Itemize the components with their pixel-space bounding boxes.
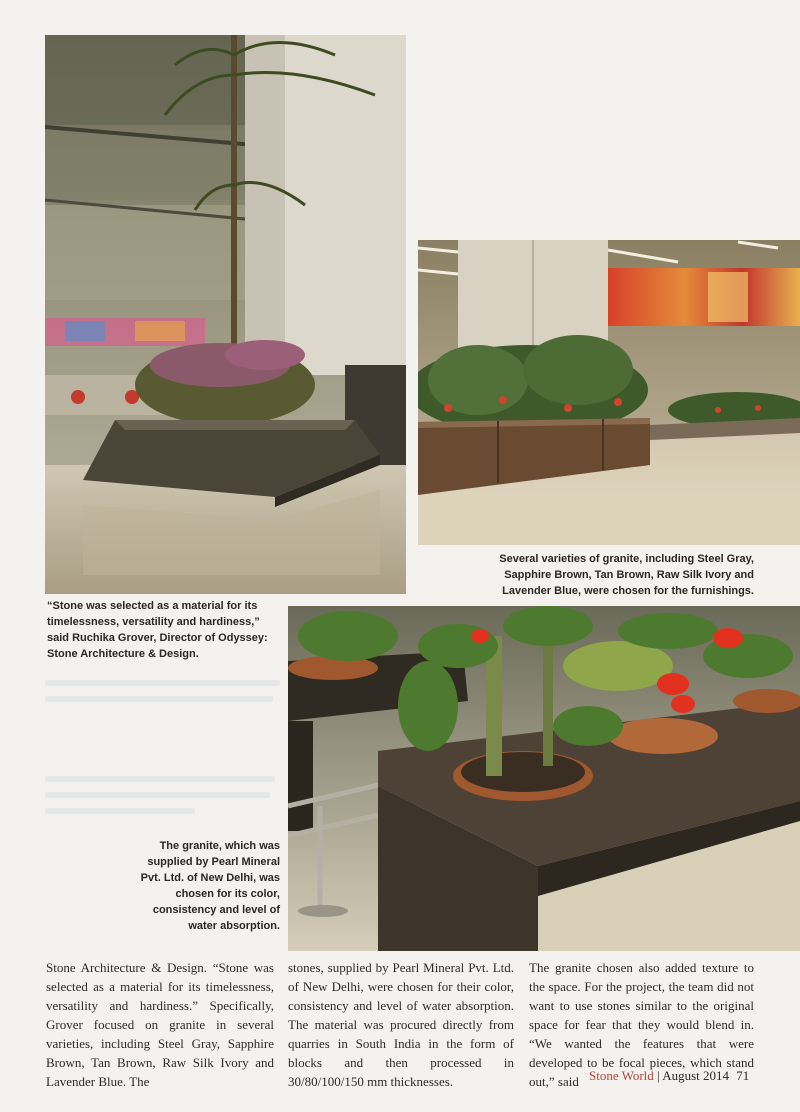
body-column-2: stones, supplied by Pearl Mineral Pvt. Ltd. of New Delhi, were chosen for their color, consistency and level of water absorption. The material was procured directly from quarries in South India in the form of blocks and then processed in 30/80/100/150 mm thicknesses. (288, 960, 514, 1089)
photo-caption-granite-varieties: Several varieties of granite, including Steel Gray, Sapphire Brown, Tan Brown, Raw Silk Ivory and Lavender Blue, were chosen for the furnishings. (499, 553, 754, 597)
bleed-through-line (45, 808, 195, 814)
bleed-through-line (45, 696, 273, 702)
photo-caption-pearl-mineral: The granite, which was supplied by Pearl Mineral Pvt. Ltd. of New Delhi, was chosen for its color, consistency and level of water absorption. (140, 840, 280, 932)
publication-name: Stone World (589, 1068, 654, 1083)
photo-caption-grover-quote: “Stone was selected as a material for its timelessness, versatility and hardiness,” said Ruchika Grover, Director of Odyssey: Stone Architecture & Design. (47, 600, 268, 660)
bleed-through-line (45, 776, 275, 782)
page-number: 71 (736, 1068, 750, 1083)
body-column-1: Stone Architecture & Design. “Stone was selected as a material for its timelessness, versatility and hardiness.” Specifically, Grover focused on granite in several varieties, including Steel Gray, Sapphire Brown, Tan Brown, Raw Silk Ivory and Lavender Blue. The (46, 960, 274, 1089)
issue-date: August 2014 (662, 1068, 729, 1083)
bleed-through-line (45, 680, 280, 686)
body-column-3: The granite chosen also added texture to the space. For the project, the team did not want to use stones similar to the original space for fear that they would blend in. “We wanted the features that were developed to be focal pieces, which stand out,” said (529, 960, 754, 1089)
granite-planters-terminal-photo (418, 240, 800, 545)
granite-planter-atrium-photo (45, 35, 406, 594)
bleed-through-line (45, 792, 270, 798)
footer-separator: | (653, 1068, 663, 1083)
granite-bench-planters-photo (288, 606, 800, 951)
page-footer (589, 1068, 749, 1084)
